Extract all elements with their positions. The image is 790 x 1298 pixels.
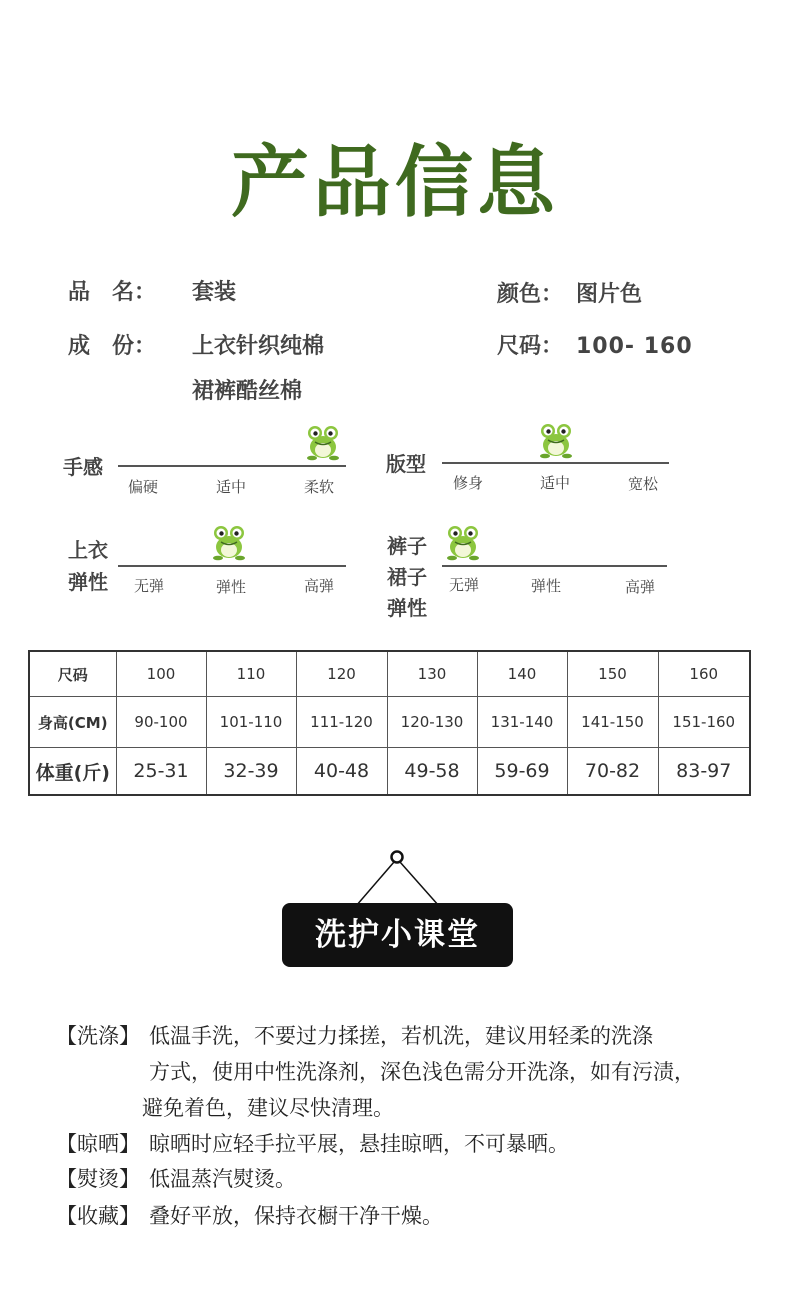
hanger-hook-icon [350,846,446,908]
table-cell: 130 [387,651,477,697]
fit-option-regular: 适中 [539,474,570,492]
fit-label: 版型 [386,452,426,476]
wash-text-line-1: 低温手洗，不要过力揉搓，若机洗，建议用轻柔的洗涤 [149,1024,653,1048]
table-row [29,697,750,748]
table-cell: 25-31 [116,748,206,796]
bottom-elasticity-option-high: 高弹 [624,578,655,596]
wash-text-line-3: 避免着色，建议尽快清理。 [142,1096,394,1120]
size-value: 100- 160 [576,334,693,359]
table-cell: 140 [477,651,567,697]
top-elasticity-scale-line [118,565,346,567]
bottom-elasticity-option-medium: 弹性 [530,577,561,595]
size-table [28,650,751,796]
feel-option-medium: 适中 [215,478,246,496]
composition-value-bottom: 裙裤酷丝棉 [192,379,303,404]
feel-option-soft: 柔软 [303,478,334,496]
care-banner: 洗护小课堂 [282,903,513,967]
color-label: 颜色： [497,282,564,307]
composition-value-top: 上衣针织纯棉 [192,334,325,359]
table-cell: 83-97 [658,748,750,796]
table-cell: 131-140 [477,697,567,748]
table-row [29,651,750,697]
table-cell: 59-69 [477,748,567,796]
wash-text-line-2: 方式，使用中性洗涤剂，深色浅色需分开洗涤，如有污渍， [149,1060,695,1084]
composition-label: 成 份： [68,334,157,359]
table-cell: 111-120 [296,697,387,748]
name-label: 品 名： [68,280,157,305]
frog-icon [209,521,249,561]
feel-scale-line [118,465,346,467]
fit-option-loose: 宽松 [627,475,658,493]
dry-text: 晾晒时应轻手拉平展，悬挂晾晒，不可暴晒。 [149,1132,569,1156]
frog-icon [536,419,576,459]
table-header-cell: 体重(斤) [29,748,116,796]
feel-label: 手感 [63,455,103,479]
feel-option-hard: 偏硬 [127,478,158,496]
iron-tag: 【熨烫】 [56,1167,140,1191]
size-label: 尺码： [497,334,564,359]
store-tag: 【收藏】 [56,1204,140,1228]
store-text: 叠好平放，保持衣橱干净干燥。 [149,1204,443,1228]
bottom-elasticity-label-3: 弹性 [387,596,427,620]
table-cell: 120 [296,651,387,697]
table-cell: 120-130 [387,697,477,748]
bottom-elasticity-option-none: 无弹 [448,576,479,594]
bottom-elasticity-label-2: 裙子 [387,565,427,589]
table-cell: 101-110 [206,697,296,748]
table-header-cell: 尺码 [29,651,116,697]
fit-option-slim: 修身 [452,474,483,492]
name-value: 套装 [192,280,237,305]
top-elasticity-option-medium: 弹性 [215,578,246,596]
table-cell: 110 [206,651,296,697]
table-cell: 70-82 [567,748,658,796]
frog-icon [303,421,343,461]
bottom-elasticity-label-1: 裤子 [387,534,427,558]
table-cell: 49-58 [387,748,477,796]
table-cell: 151-160 [658,697,750,748]
table-row [29,748,750,796]
frog-icon [443,521,483,561]
table-cell: 100 [116,651,206,697]
table-cell: 32-39 [206,748,296,796]
top-elasticity-label-1: 上衣 [68,538,108,562]
table-cell: 150 [567,651,658,697]
table-header-cell: 身高(CM) [29,697,116,748]
wash-tag: 【洗涤】 [56,1024,140,1048]
fit-scale-line [442,462,669,464]
table-cell: 141-150 [567,697,658,748]
table-cell: 160 [658,651,750,697]
color-value: 图片色 [576,282,643,307]
table-cell: 40-48 [296,748,387,796]
top-elasticity-label-2: 弹性 [68,570,108,594]
iron-text: 低温蒸汽熨烫。 [149,1167,296,1191]
bottom-elasticity-scale-line [442,565,667,567]
top-elasticity-option-high: 高弹 [303,577,334,595]
dry-tag: 【晾晒】 [56,1132,140,1156]
page-title: 产品信息 [230,138,559,228]
table-cell: 90-100 [116,697,206,748]
top-elasticity-option-none: 无弹 [133,577,164,595]
